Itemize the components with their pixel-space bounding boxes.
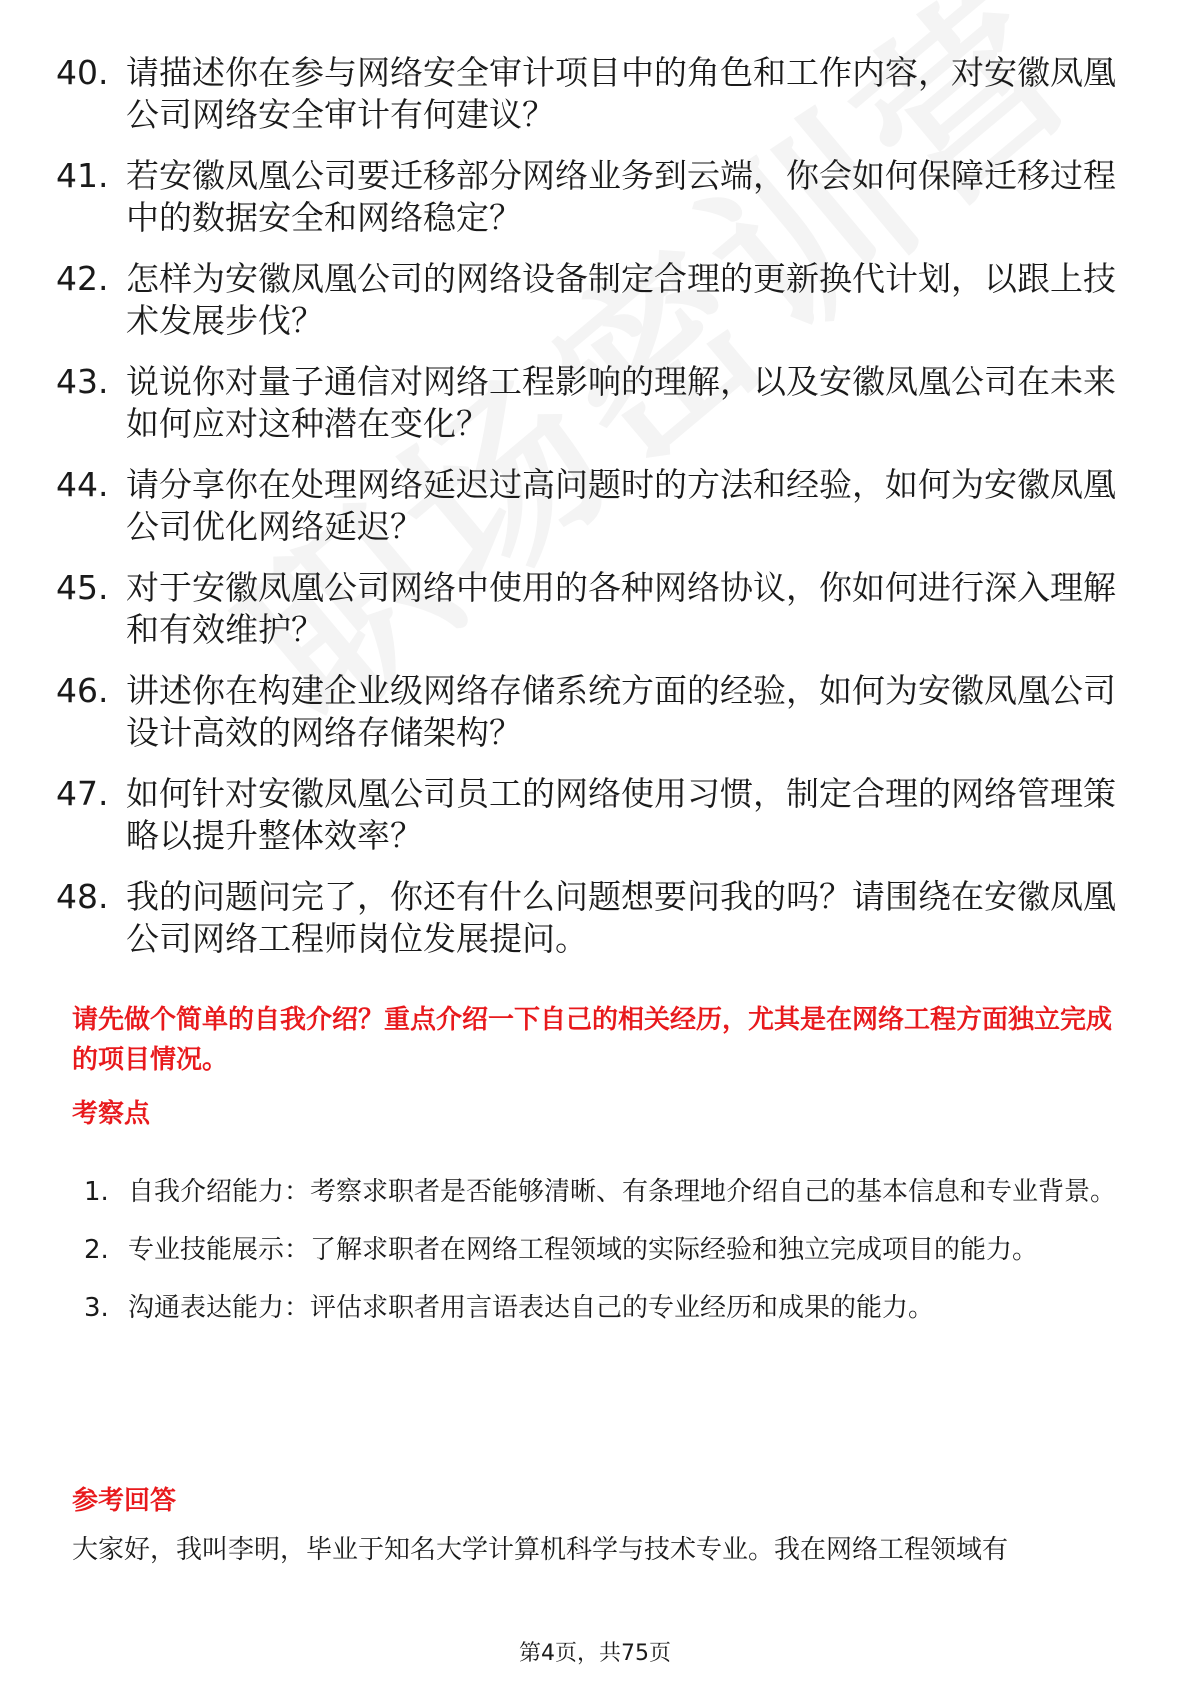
list-item xyxy=(56,567,1116,651)
list-item xyxy=(56,670,1116,754)
list-item xyxy=(84,1279,1124,1337)
exam-points-title: 考察点 xyxy=(72,1099,151,1129)
list-item xyxy=(56,464,1116,548)
question-number: 47. xyxy=(56,774,109,813)
point-number: 2. xyxy=(84,1235,109,1265)
list-item xyxy=(56,876,1116,960)
reference-answer-text: 大家好，我叫李明，毕业于知名大学计算机科学与技术专业。我在网络工程领域有 xyxy=(72,1535,1009,1565)
point-text: 专业技能展示：了解求职者在网络工程领域的实际经验和独立完成项目的能力。 xyxy=(128,1235,1039,1265)
list-item xyxy=(84,1163,1124,1221)
list-item xyxy=(56,155,1116,239)
question-text: 讲述你在构建企业级网络存储系统方面的经验，如何为安徽凤凰公司设计高效的网络存储架构？ xyxy=(126,671,1116,752)
page-footer: 第4页，共75页 xyxy=(519,1641,671,1666)
question-number: 42. xyxy=(56,259,109,298)
question-number: 45. xyxy=(56,568,109,607)
point-text: 沟通表达能力：评估求职者用言语表达自己的专业经历和成果的能力。 xyxy=(128,1293,935,1323)
question-number: 40. xyxy=(56,53,109,92)
question-number: 43. xyxy=(56,362,109,401)
question-text: 如何针对安徽凤凰公司员工的网络使用习惯，制定合理的网络管理策略以提升整体效率？ xyxy=(126,774,1116,855)
question-list xyxy=(56,52,1116,979)
question-text: 对于安徽凤凰公司网络中使用的各种网络协议，你如何进行深入理解和有效维护？ xyxy=(126,568,1116,649)
point-number: 1. xyxy=(84,1177,109,1207)
question-text: 若安徽凤凰公司要迁移部分网络业务到云端，你会如何保障迁移过程中的数据安全和网络稳定？ xyxy=(126,156,1116,237)
reference-answer-title: 参考回答 xyxy=(72,1486,177,1516)
question-text: 请分享你在处理网络延迟过高问题时的方法和经验，如何为安徽凤凰公司优化网络延迟？ xyxy=(126,465,1116,546)
question-number: 41. xyxy=(56,156,109,195)
question-text: 请描述你在参与网络安全审计项目中的角色和工作内容，对安徽凤凰公司网络安全审计有何建议？ xyxy=(126,53,1116,134)
list-item xyxy=(84,1221,1124,1279)
question-number: 48. xyxy=(56,877,109,916)
list-item xyxy=(56,773,1116,857)
point-text: 自我介绍能力：考察求职者是否能够清晰、有条理地介绍自己的基本信息和专业背景。 xyxy=(128,1177,1117,1207)
question-number: 44. xyxy=(56,465,109,504)
list-item xyxy=(56,258,1116,342)
question-text: 怎样为安徽凤凰公司的网络设备制定合理的更新换代计划，以跟上技术发展步伐？ xyxy=(126,259,1116,340)
list-item xyxy=(56,52,1116,136)
exam-points-list xyxy=(84,1163,1124,1337)
question-number: 46. xyxy=(56,671,109,710)
question-text: 说说你对量子通信对网络工程影响的理解，以及安徽凤凰公司在未来如何应对这种潜在变化？ xyxy=(126,362,1116,443)
point-number: 3. xyxy=(84,1293,109,1323)
list-item xyxy=(56,361,1116,445)
intro-question: 请先做个简单的自我介绍？重点介绍一下自己的相关经历，尤其是在网络工程方面独立完成的项目情况。 xyxy=(72,1005,1113,1075)
question-text: 我的问题问完了，你还有什么问题想要问我的吗？请围绕在安徽凤凰公司网络工程师岗位发展提问。 xyxy=(126,877,1116,958)
